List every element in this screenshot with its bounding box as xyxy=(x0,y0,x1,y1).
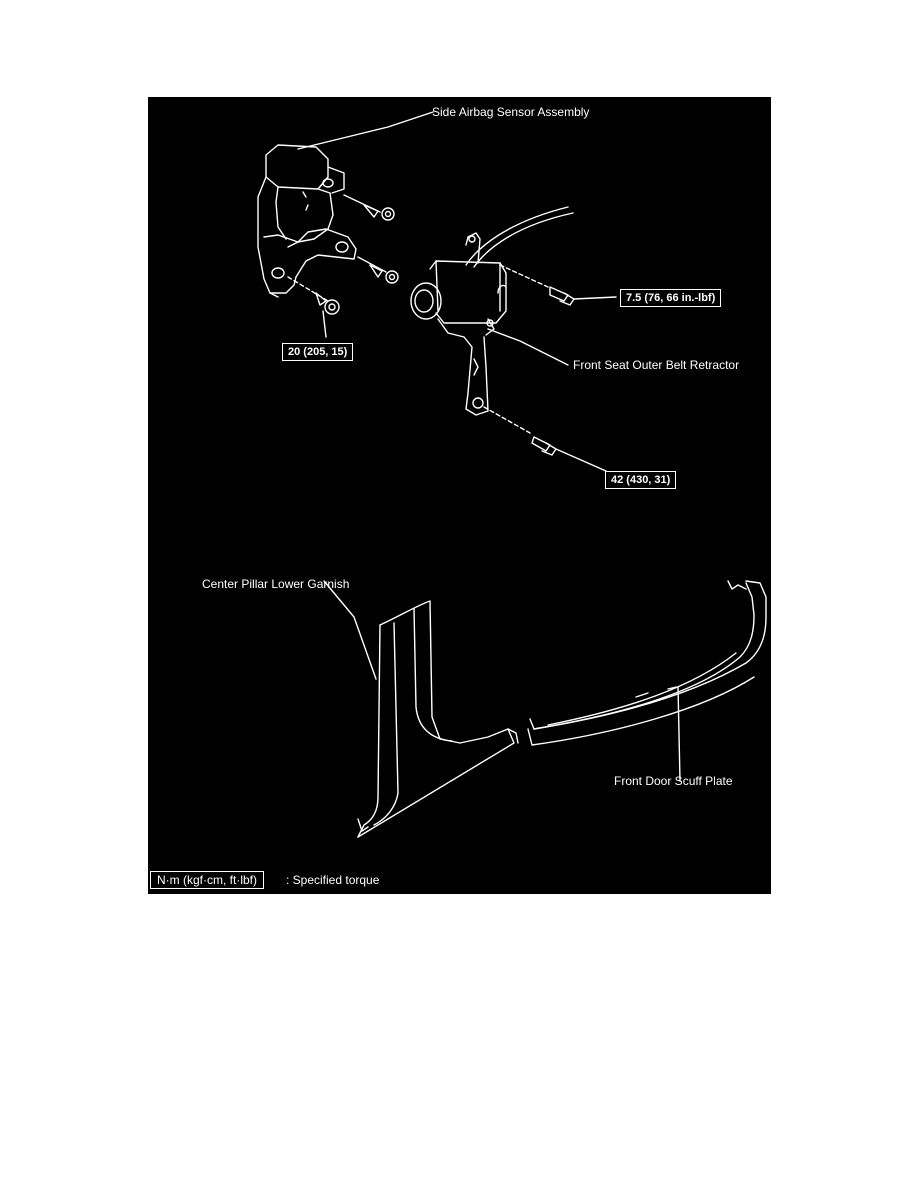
torque-retractor-upper: 7.5 (76, 66 in.-lbf) xyxy=(620,289,721,307)
label-center-pillar-lower-garnish: Center Pillar Lower Garnish xyxy=(202,577,350,591)
legend-specified-torque: : Specified torque xyxy=(286,873,380,887)
torque-retractor-lower: 42 (430, 31) xyxy=(605,471,676,489)
label-side-airbag-sensor-assembly: Side Airbag Sensor Assembly xyxy=(432,105,590,119)
side-airbag-sensor-drawing xyxy=(258,112,433,337)
belt-retractor-drawing xyxy=(411,207,616,471)
legend-unit-box: N·m (kgf·cm, ft·lbf) xyxy=(150,871,264,889)
label-front-door-scuff-plate: Front Door Scuff Plate xyxy=(614,774,733,788)
center-pillar-garnish-drawing xyxy=(324,581,518,837)
scuff-plate-drawing xyxy=(528,581,766,781)
label-front-seat-outer-belt-retractor: Front Seat Outer Belt Retractor xyxy=(573,358,740,372)
parts-diagram xyxy=(148,97,771,894)
torque-sensor-bolt: 20 (205, 15) xyxy=(282,343,353,361)
